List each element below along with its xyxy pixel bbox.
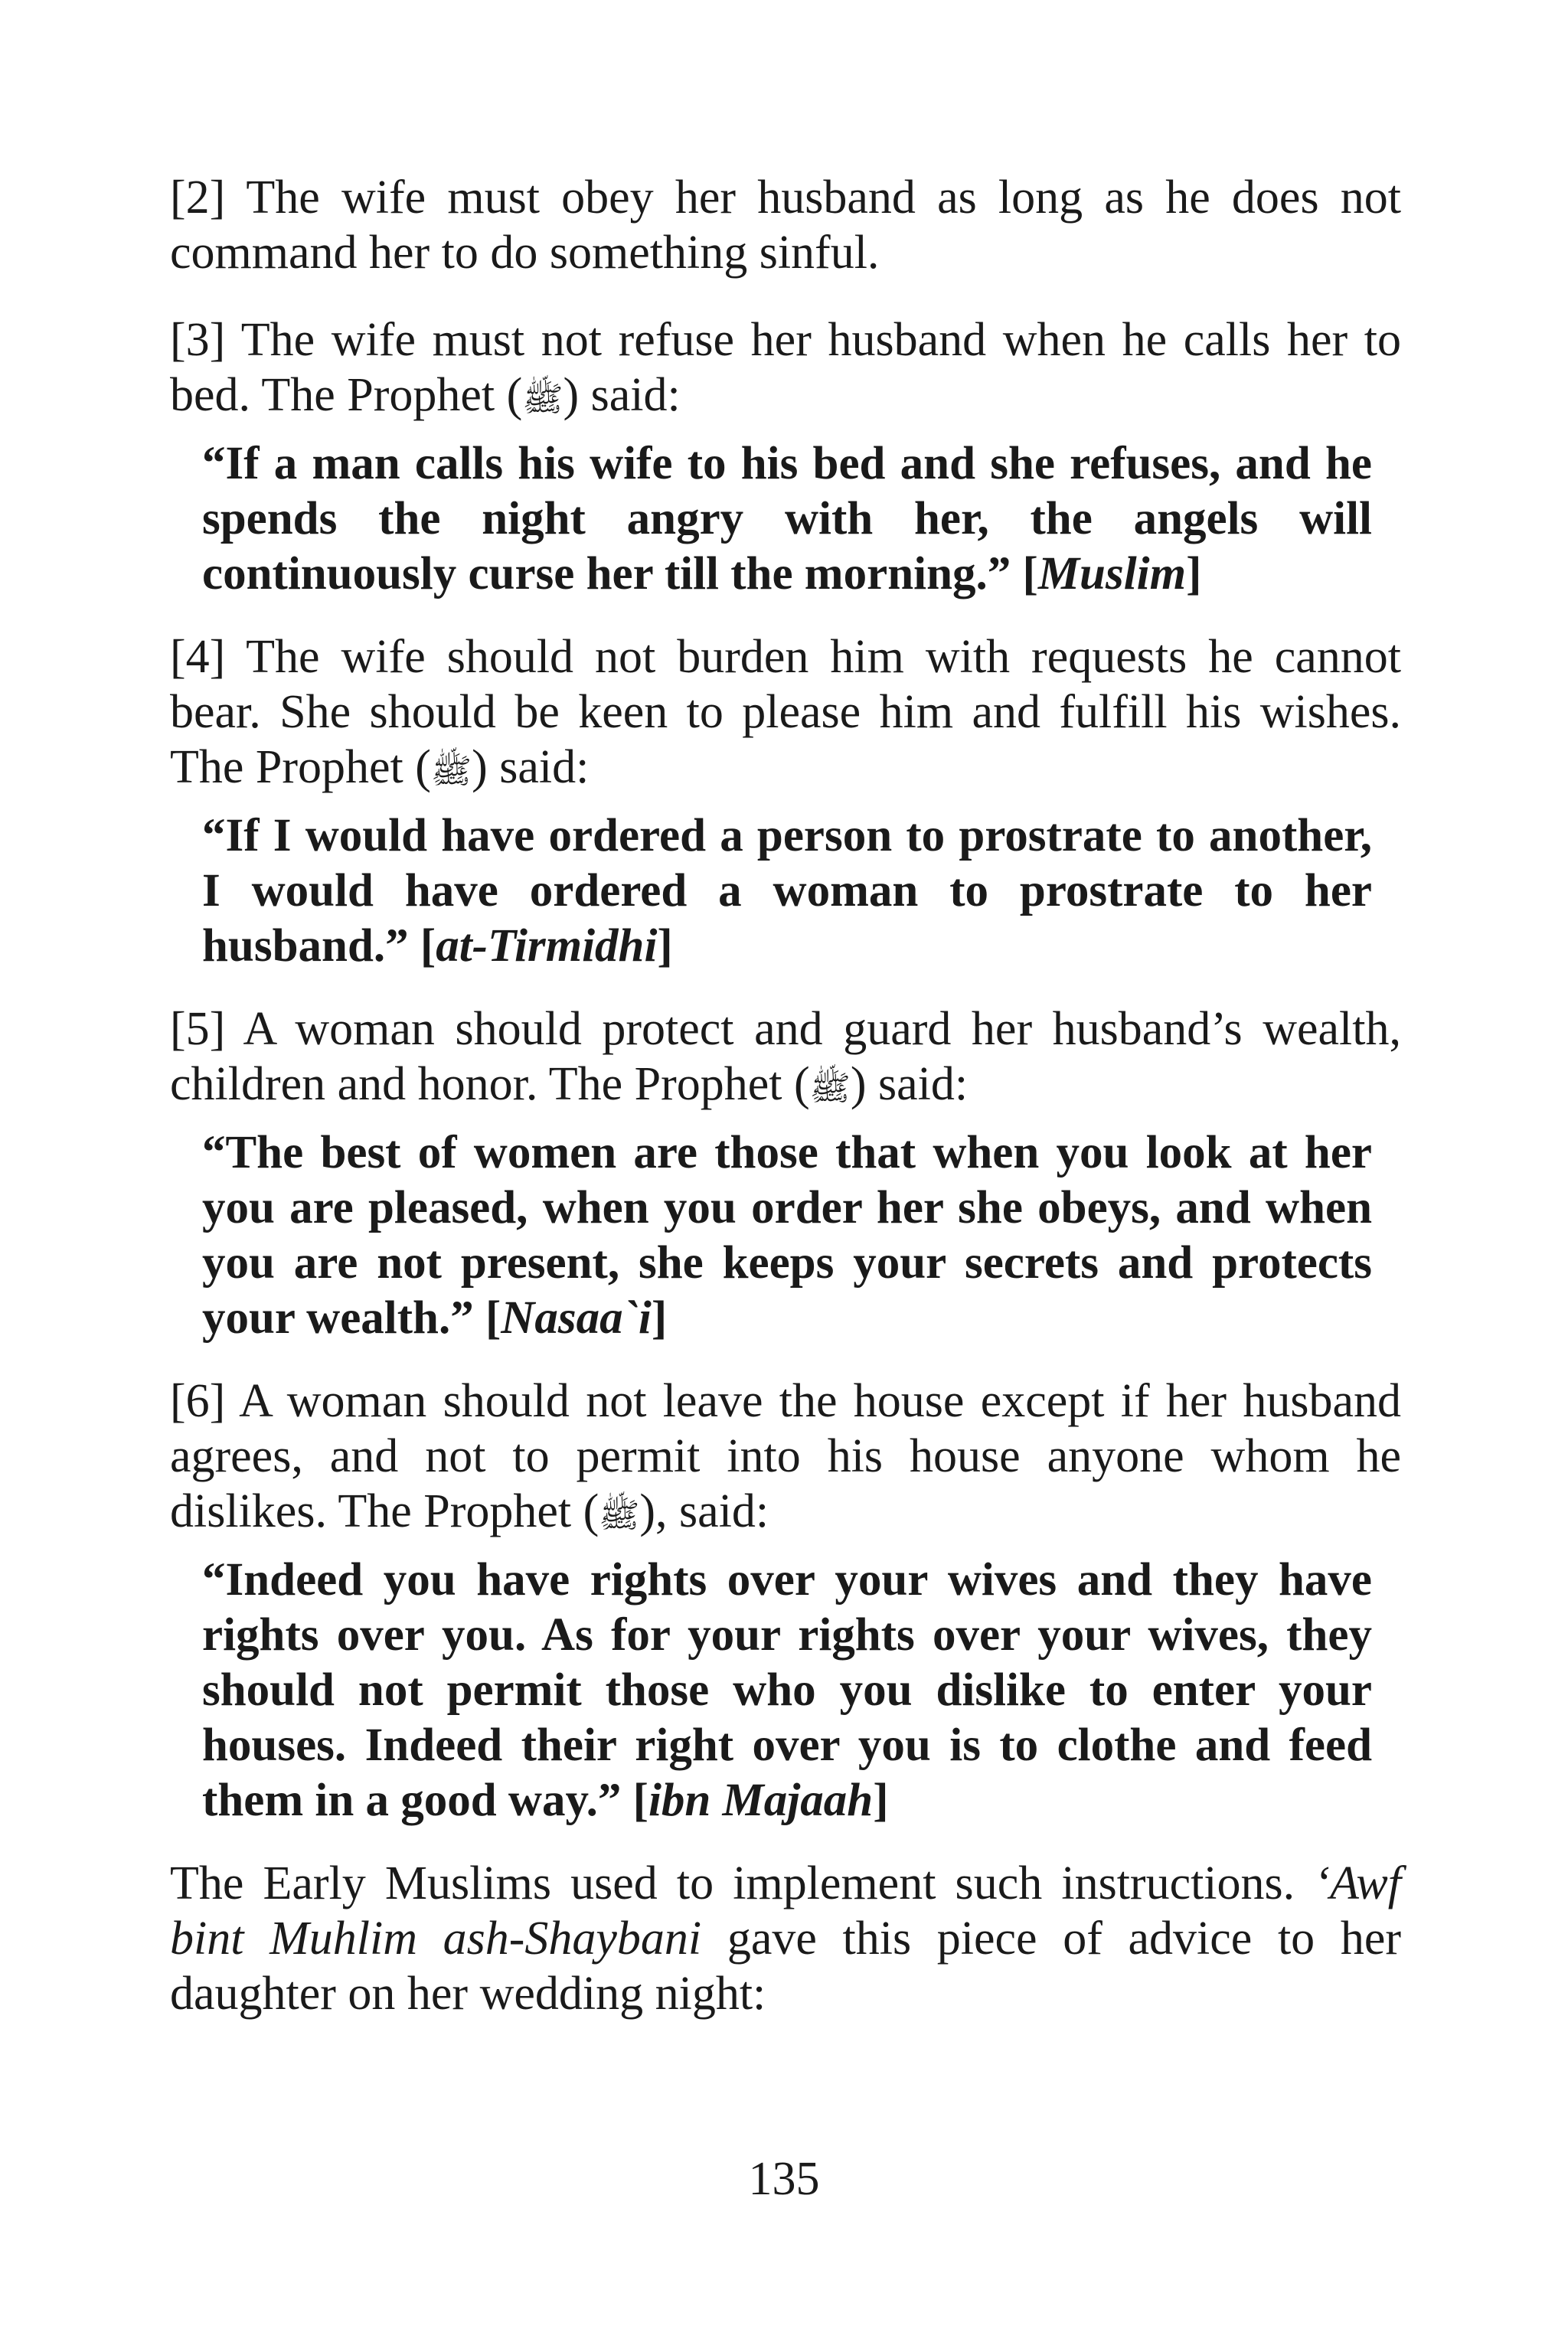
paragraph-5 [170,1001,1401,1116]
paragraph-6-tail: ), said: [639,1485,769,1537]
paragraph-4-tail: ) said: [472,741,590,793]
quote-1-close: ] [1186,548,1202,599]
hadith-quote-3 [202,1125,1372,1346]
paragraph-4-text: [4] The wife should not burden him with requests he cannot bear. She should be keen to please him and fulfill his wishes. The Prophet ( [170,631,1401,793]
salutation-symbol-icon: ﷺ [522,380,564,419]
hadith-quote-4 [202,1553,1372,1828]
paragraph-7 [170,1856,1401,2021]
quote-1-text: “If a man calls his wife to his bed and she refuses, and he spends the night angry with her, the angels will continuously curse her till the morning.” [ [202,438,1372,599]
paragraph-2 [170,170,1401,280]
quote-3-source: Nasaa`i [501,1292,652,1344]
paragraph-4 [170,629,1401,799]
paragraph-3-tail: ) said: [563,369,681,421]
quote-2-source: at-Tirmidhi [436,920,658,972]
quote-2-text: “If I would have ordered a person to prostrate to another, I would have ordered a woman to prostrate to her husband.” [ [202,810,1372,972]
quote-1-source: Muslim [1037,548,1187,599]
page-number: 135 [748,2153,820,2205]
salutation-symbol-icon: ﷺ [599,1496,640,1535]
salutation-symbol-icon: ﷺ [809,1069,851,1108]
hadith-quote-2 [202,808,1372,974]
quote-2-close: ] [657,920,673,972]
paragraph-6-text: [6] A woman should not leave the house except if her husband agrees, and not to permit into his house anyone whom he dislikes. The Prophet ( [170,1375,1401,1537]
paragraph-2-text: [2] The wife must obey her husband as long as he does not command her to do something sinful. [170,172,1401,279]
paragraph-7-text: The Early Muslims used to implement such instructions. [170,1857,1315,1909]
paragraph-5-text: [5] A woman should protect and guard her husband’s wealth, children and honor. The Prophet ( [170,1003,1401,1110]
hadith-quote-1 [202,436,1372,602]
person-name: ‘Awf bint Muhlim ash-Shaybani [170,1857,1401,1965]
paragraph-6 [170,1374,1401,1544]
paragraph-3-text: [3] The wife must not refuse her husband when he calls her to bed. The Prophet ( [170,314,1401,421]
quote-4-text: “Indeed you have rights over your wives and they have rights over you. As for your rights over your wives, they should not permit those who you dislike to enter your houses. Indeed their right over you is to clothe and feed them in a good way.” [ [202,1554,1372,1826]
page-body [170,170,1401,2021]
paragraph-7-tail: gave this piece of advice to her daughter on her wedding night: [170,1913,1402,2020]
quote-3-close: ] [651,1292,668,1344]
quote-3-text: “The best of women are those that when you look at her you are pleased, when you order her she obeys, and when you are not present, she keeps your secrets and protects your wealth.” [ [202,1127,1372,1344]
salutation-symbol-icon: ﷺ [430,752,472,791]
paragraph-3 [170,312,1401,427]
quote-4-close: ] [873,1775,889,1826]
quote-4-source: ibn Majaah [648,1775,874,1826]
paragraph-5-tail: ) said: [850,1058,969,1110]
